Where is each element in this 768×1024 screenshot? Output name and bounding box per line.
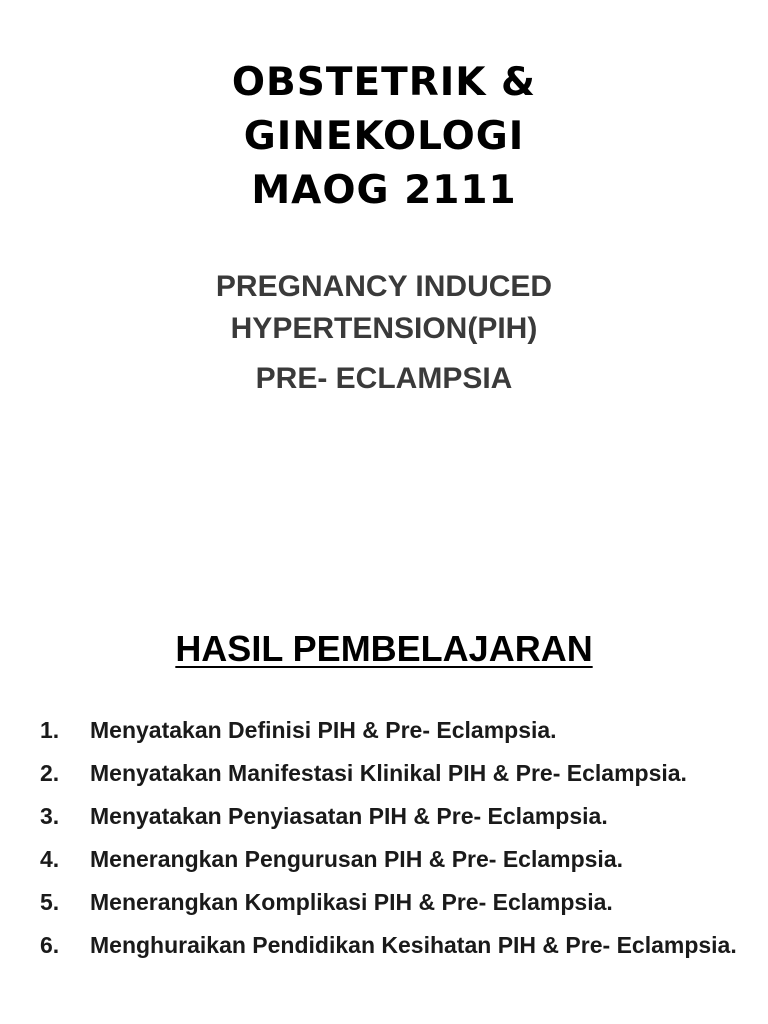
list-item-text: Menyatakan Definisi PIH & Pre- Eclampsia. (90, 717, 557, 743)
list-item-number: 4. (40, 846, 60, 872)
list-item-text: Menyatakan Penyiasatan PIH & Pre- Eclampsia. (90, 803, 608, 829)
list-item-text: Menghuraikan Pendidikan Kesihatan PIH & Pre- Eclampsia. (90, 932, 737, 958)
main-title-line-3: MAOG 2111 (251, 168, 517, 213)
main-title (0, 56, 768, 218)
list-item-number: 2. (40, 760, 60, 786)
main-title-line-2: GINEKOLOGI (243, 114, 525, 159)
list-item-number: 3. (40, 803, 60, 829)
subtitle (0, 266, 768, 400)
list-item (40, 884, 740, 921)
subtitle-line-3: PRE- ECLAMPSIA (255, 362, 513, 395)
list-item-number: 1. (40, 717, 60, 743)
list-item (40, 927, 740, 964)
section-heading (0, 622, 768, 676)
list-item (40, 798, 740, 835)
list-item-text: Menerangkan Komplikasi PIH & Pre- Eclampsia. (90, 889, 613, 915)
list-item (40, 755, 740, 792)
list-item-text: Menerangkan Pengurusan PIH & Pre- Eclampsia. (90, 846, 623, 872)
subtitle-line-2: HYPERTENSION(PIH) (230, 312, 538, 345)
subtitle-line-1: PREGNANCY INDUCED (215, 270, 553, 303)
section-heading-text: HASIL PEMBELAJARAN (175, 628, 593, 669)
main-title-line-1: OBSTETRIK & (231, 60, 537, 105)
list-item-text: Menyatakan Manifestasi Klinikal PIH & Pre- Eclampsia. (90, 760, 687, 786)
list-item (40, 712, 740, 749)
list-item-number: 5. (40, 889, 60, 915)
list-item-number: 6. (40, 932, 60, 958)
learning-outcomes-list (40, 712, 740, 970)
list-item (40, 841, 740, 878)
